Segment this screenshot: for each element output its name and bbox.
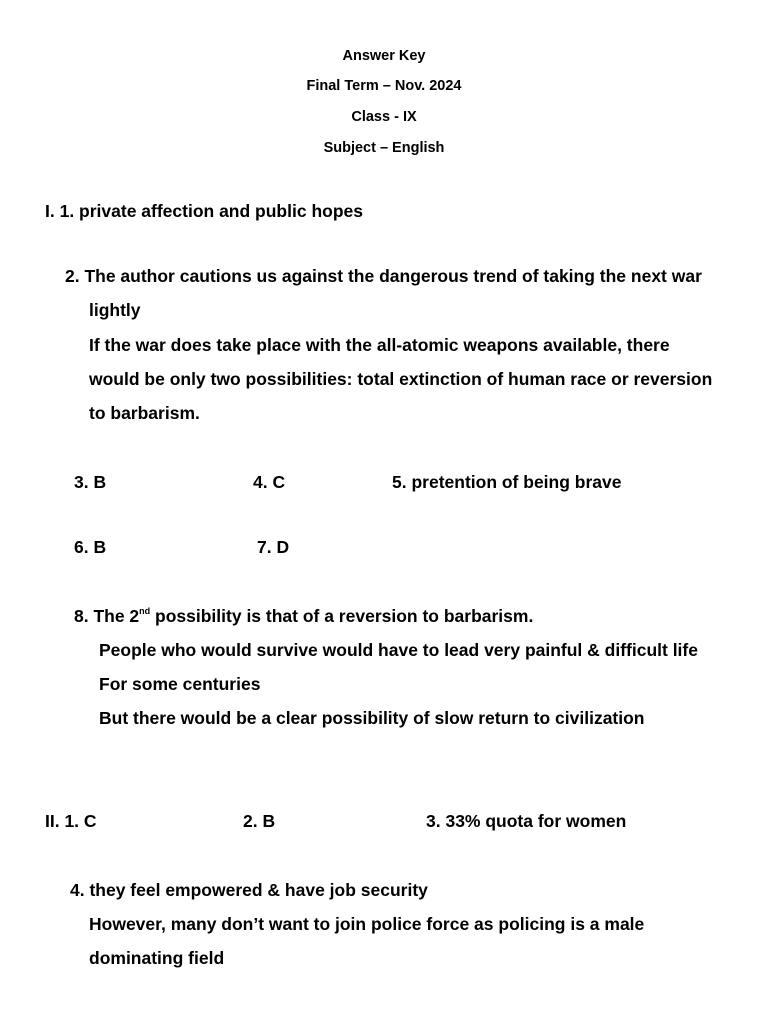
answer-s1-q3: 3. B: [74, 472, 107, 492]
doc-class: Class - IX: [351, 109, 417, 125]
answer-s1-q6: 6. B: [74, 537, 107, 557]
answer-s1-q5: 5. pretention of being brave: [392, 472, 622, 492]
doc-title: Answer Key: [342, 48, 426, 64]
answer-s1-q2-line5: to barbarism.: [89, 403, 200, 423]
doc-subject: Subject – English: [323, 140, 445, 156]
answer-s2-q4-line3: dominating field: [89, 948, 225, 968]
answer-s1-q8-line3: For some centuries: [99, 674, 261, 694]
answer-s1-q1: I. 1. private affection and public hopes: [45, 201, 363, 221]
answer-s1-q8-line2: People who would survive would have to lead very painful & difficult life: [99, 640, 698, 660]
answer-s1-q2-line1: 2. The author cautions us against the dangerous trend of taking the next war: [65, 266, 702, 286]
answer-s2-q1: II. 1. C: [45, 811, 97, 831]
answer-s1-q2-line2: lightly: [89, 300, 141, 320]
answer-s2-q4-line1: 4. they feel empowered & have job security: [70, 880, 428, 900]
answer-s1-q2-line4: would be only two possibilities: total extinction of human race or reversion: [89, 369, 713, 389]
answer-s2-q3: 3. 33% quota for women: [426, 811, 627, 831]
answer-s1-q4: 4. C: [253, 472, 286, 492]
answer-s1-q2-line3: If the war does take place with the all-atomic weapons available, there: [89, 335, 670, 355]
answer-s2-q4-line2: However, many don’t want to join police force as policing is a male: [89, 914, 645, 934]
answer-s2-q2: 2. B: [243, 811, 276, 831]
answer-s1-q8-prefix: 8. The 2: [74, 606, 140, 626]
answer-s1-q7: 7. D: [257, 537, 290, 557]
answer-s1-q8-ordinal: nd: [139, 606, 151, 616]
answer-s1-q8-suffix: possibility is that of a reversion to barbarism.: [150, 606, 534, 626]
doc-term: Final Term – Nov. 2024: [306, 78, 462, 94]
answer-s1-q8-line4: But there would be a clear possibility of slow return to civilization: [99, 708, 645, 728]
answer-s1-q8-line1: [74, 608, 533, 626]
